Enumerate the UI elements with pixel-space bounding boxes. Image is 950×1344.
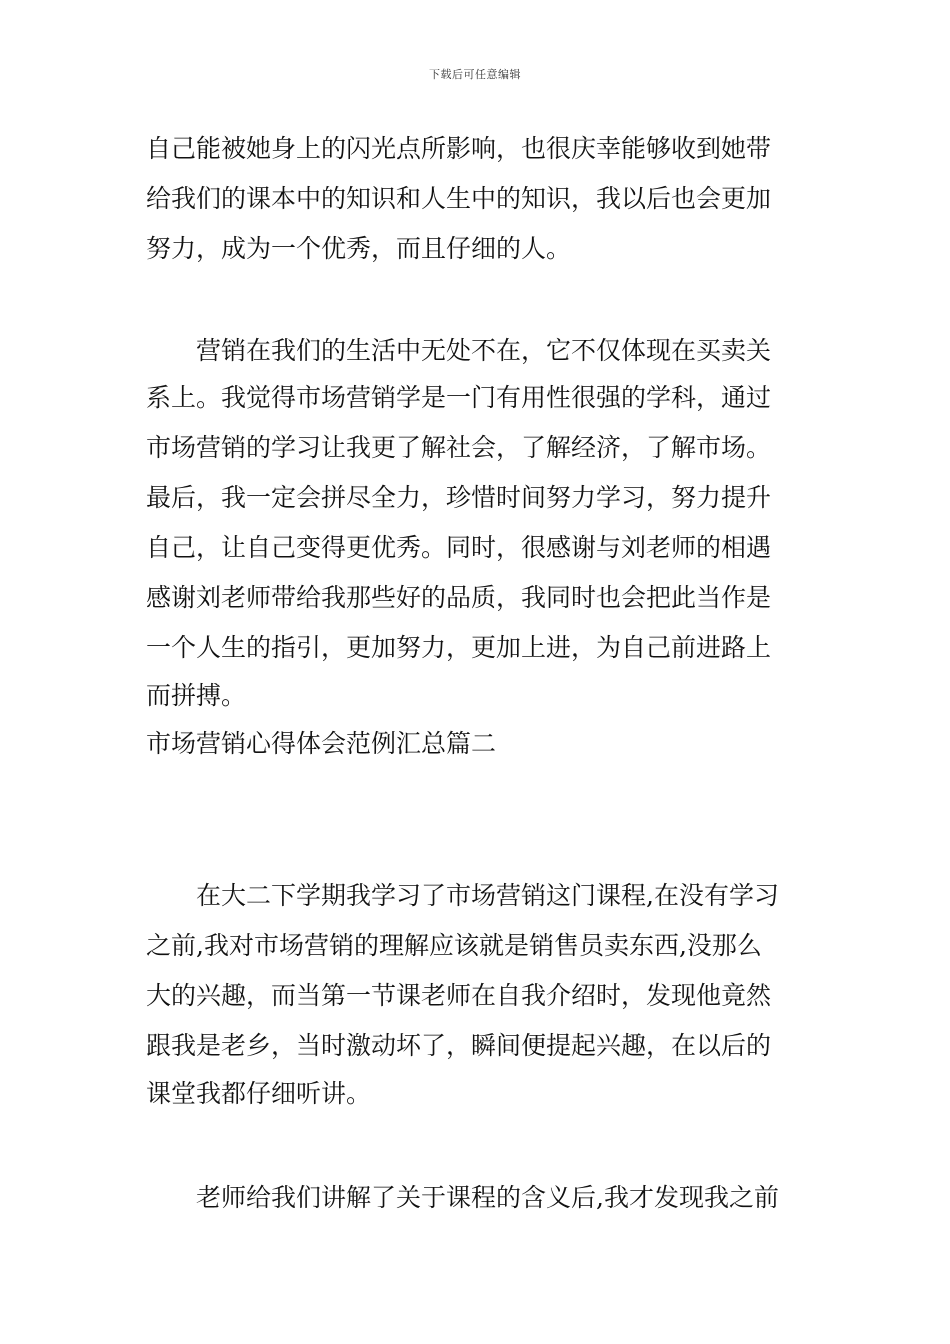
paragraph-2-line-5: 自己，让自己变得更优秀。同时，很感谢与刘老师的相遇	[146, 533, 772, 562]
paragraph-2-line-6: 感谢刘老师带给我那些好的品质，我同时也会把此当作是	[146, 583, 772, 612]
section-heading: 市场营销心得体会范例汇总篇二	[146, 729, 497, 758]
paragraph-1-line-1: 自己能被她身上的闪光点所影响，也很庆幸能够收到她带	[146, 134, 772, 163]
paragraph-3-line-3: 大的兴趣，而当第一节课老师在自我介绍时，发现他竟然	[146, 981, 772, 1010]
paragraph-2-line-7: 一个人生的指引，更加努力，更加上进，为自己前进路上	[146, 633, 772, 662]
paragraph-2-line-2: 系上。我觉得市场营销学是一门有用性很强的学科，通过	[146, 383, 772, 412]
paragraph-2-line-3: 市场营销的学习让我更了解社会，了解经济，了解市场。	[146, 433, 772, 462]
paragraph-3-line-4: 跟我是老乡，当时激动坏了，瞬间便提起兴趣，在以后的	[146, 1031, 772, 1060]
paragraph-4-line-1: 老师给我们讲解了关于课程的含义后,我才发现我之前	[196, 1183, 779, 1212]
paragraph-1-line-3: 努力，成为一个优秀，而且仔细的人。	[146, 234, 572, 263]
page-header: 下载后可任意编辑	[429, 68, 521, 81]
paragraph-3-line-2: 之前,我对市场营销的理解应该就是销售员卖东西,没那么	[146, 931, 762, 960]
paragraph-3-line-1: 在大二下学期我学习了市场营销这门课程,在没有学习	[196, 881, 779, 910]
paragraph-3-line-5: 课堂我都仔细听讲。	[146, 1079, 372, 1108]
paragraph-2-line-4: 最后，我一定会拼尽全力，珍惜时间努力学习，努力提升	[146, 483, 772, 512]
paragraph-1-line-2: 给我们的课本中的知识和人生中的知识，我以后也会更加	[146, 184, 772, 213]
paragraph-2-line-8: 而拼搏。	[146, 681, 247, 710]
paragraph-2-line-1: 营销在我们的生活中无处不在，它不仅体现在买卖关	[196, 336, 772, 365]
